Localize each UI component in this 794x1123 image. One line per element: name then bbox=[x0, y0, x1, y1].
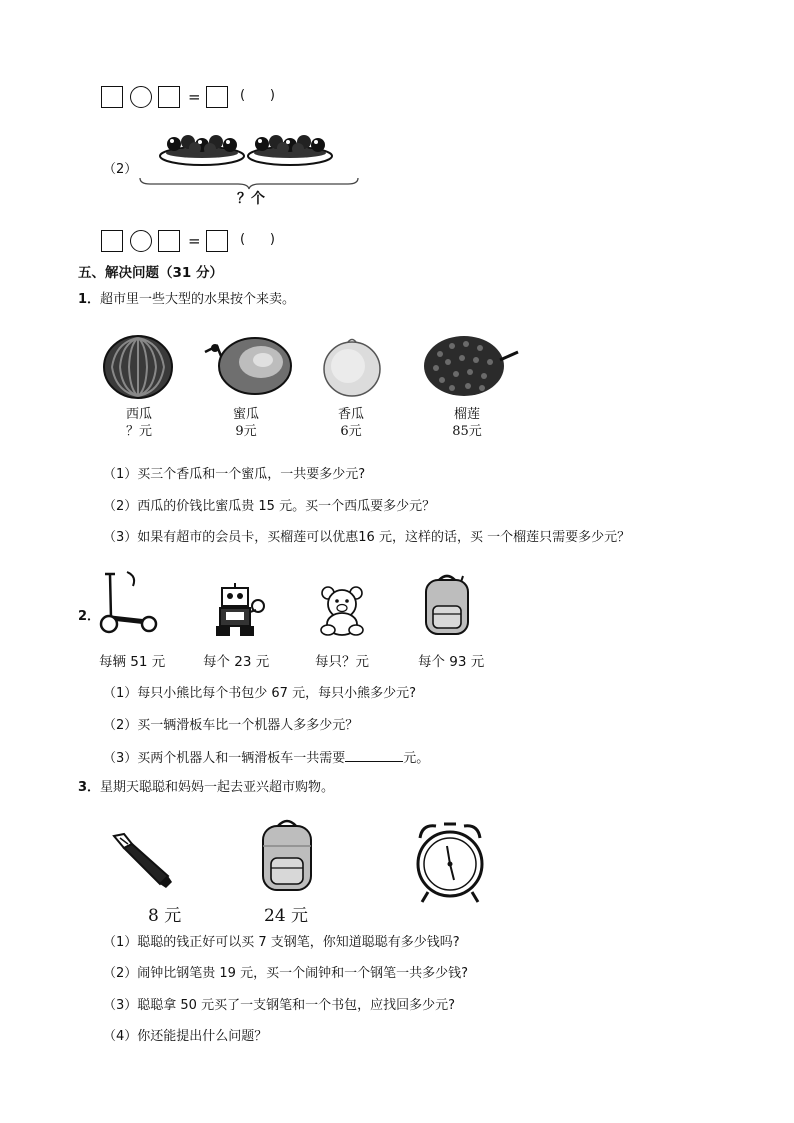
item-price: 每辆 51 元 bbox=[99, 654, 166, 670]
item-price: 24 元 bbox=[264, 906, 309, 926]
pen-icon bbox=[110, 832, 174, 890]
sub-question: （1）每只小熊比每个书包少 67 元，每只小熊多少元? bbox=[103, 686, 416, 701]
section-title: 五、解决问题（31 分） bbox=[78, 265, 223, 281]
answer-box[interactable] bbox=[206, 230, 228, 252]
watermelon-icon bbox=[102, 334, 174, 400]
fruit-price: ？元 bbox=[125, 424, 152, 439]
equals-sign: = bbox=[188, 88, 201, 106]
fruit-name: 蜜瓜 bbox=[232, 407, 259, 422]
fruit-name: 香瓜 bbox=[337, 407, 364, 422]
durian-icon bbox=[420, 332, 520, 398]
fruit-card bbox=[211, 406, 281, 440]
fill-in-blank[interactable] bbox=[345, 749, 403, 762]
robot-icon bbox=[210, 582, 268, 638]
cantaloupe-icon bbox=[322, 334, 382, 398]
item-price: 每个 93 元 bbox=[418, 654, 485, 670]
sub-question-text: （3）买两个机器人和一辆滑板车一共需要 bbox=[103, 751, 346, 766]
answer-box[interactable] bbox=[158, 230, 180, 252]
problem-1-statement bbox=[78, 292, 295, 308]
item-price: 8 元 bbox=[148, 906, 182, 926]
item-price: 每个 23 元 bbox=[203, 654, 270, 670]
answer-box[interactable] bbox=[158, 86, 180, 108]
problem-text: 超市里一些大型的水果按个来卖。 bbox=[100, 292, 296, 307]
problem-number: 2． bbox=[78, 609, 101, 624]
sub-question: （1）聪聪的钱正好可以买 7 支钢笔，你知道聪聪有多少钱吗? bbox=[103, 935, 460, 950]
fruit-card bbox=[432, 406, 502, 440]
answer-box[interactable] bbox=[101, 230, 123, 252]
item-price: 每只？元 bbox=[315, 654, 369, 670]
fruit-name: 西瓜 bbox=[125, 407, 152, 422]
brace-total-label: ？个 bbox=[237, 191, 265, 207]
equals-sign: = bbox=[188, 232, 201, 250]
sub-question: （4）你还能提出什么问题？ bbox=[103, 1029, 268, 1044]
sub-question bbox=[103, 749, 429, 767]
question-2-label: （2） bbox=[103, 162, 138, 177]
curly-brace-icon bbox=[138, 176, 360, 190]
teddy-bear-icon bbox=[319, 586, 365, 636]
fruit-plate-icon bbox=[248, 135, 332, 165]
honeydew-icon bbox=[203, 334, 295, 396]
schoolbag-icon bbox=[258, 816, 316, 894]
problem-number: 3． bbox=[78, 780, 101, 795]
fruit-plates-illustration bbox=[160, 128, 340, 172]
problem-text: 星期天聪聪和妈妈一起去亚兴超市购物。 bbox=[100, 780, 335, 795]
fruit-name: 榴莲 bbox=[453, 407, 480, 422]
problem-3-statement bbox=[78, 780, 334, 796]
answer-box[interactable] bbox=[101, 86, 123, 108]
problem-number: 1． bbox=[78, 292, 101, 307]
sub-question-suffix: 元。 bbox=[403, 751, 430, 766]
fruit-price: 6元 bbox=[340, 424, 362, 439]
unit-parentheses[interactable]: ( ) bbox=[240, 88, 275, 103]
fruit-plate-icon bbox=[160, 135, 244, 165]
fruit-card bbox=[104, 406, 174, 440]
alarm-clock-icon bbox=[414, 820, 486, 904]
operator-circle[interactable] bbox=[130, 86, 152, 108]
answer-box[interactable] bbox=[206, 86, 228, 108]
unit-parentheses[interactable]: ( ) bbox=[240, 232, 275, 247]
scooter-icon bbox=[97, 568, 159, 636]
backpack-icon bbox=[421, 572, 473, 636]
fruit-price: 9元 bbox=[235, 424, 257, 439]
fruit-price: 85元 bbox=[452, 424, 482, 439]
operator-circle[interactable] bbox=[130, 230, 152, 252]
sub-question: （3）聪聪拿 50 元买了一支钢笔和一个书包，应找回多少元? bbox=[103, 998, 455, 1013]
sub-question: （2）西瓜的价钱比蜜瓜贵 15 元。买一个西瓜要多少元？ bbox=[103, 499, 436, 514]
sub-question: （2）闹钟比钢笔贵 19 元，买一个闹钟和一个钢笔一共多少钱? bbox=[103, 966, 468, 981]
sub-question: （2）买一辆滑板车比一个机器人多多少元？ bbox=[103, 718, 359, 733]
sub-question: （3）如果有超市的会员卡，买榴莲可以优惠16 元，这样的话，买 一个榴莲只需要多少元？ bbox=[103, 530, 631, 545]
sub-question: （1）买三个香瓜和一个蜜瓜，一共要多少元? bbox=[103, 467, 366, 482]
fruit-card bbox=[316, 406, 386, 440]
